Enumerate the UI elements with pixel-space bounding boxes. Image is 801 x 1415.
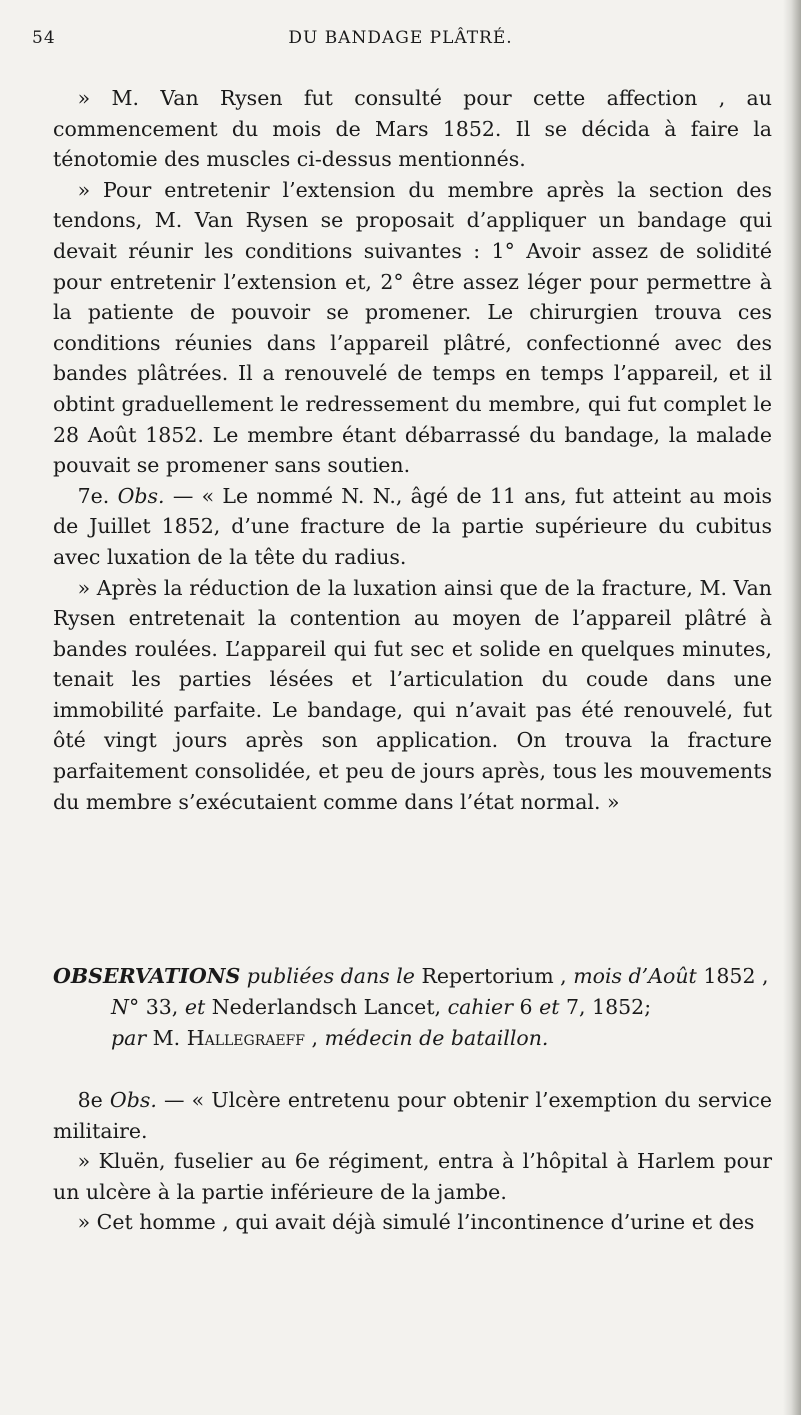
body-text-bottom xyxy=(53,1085,772,1238)
page-number: 54 xyxy=(32,28,56,48)
paragraph-van-rysen-consulted: » M. Van Rysen fut consulté pour cette affection , au commencement du mois de Mars 1852. Il se décida à faire la ténotomie des muscles ci-dessus mentionnés. xyxy=(53,86,772,172)
heading-observations: OBSERVATIONS xyxy=(53,964,241,988)
paragraph-kluen: » Kluën, fuselier au 6e régiment, entra à l’hôpital à Harlem pour un ulcère à la partie inférieure de la jambe. xyxy=(53,1149,772,1204)
heading-author: Hallegraeff xyxy=(186,1026,305,1050)
paragraph-cet-homme: » Cet homme , qui avait déjà simulé l’incontinence d’urine et des xyxy=(77,1210,755,1235)
heading-num-6: 6 xyxy=(513,995,540,1019)
heading-m: M. xyxy=(146,1026,187,1050)
running-title: DU BANDAGE PLÂTRÉ. xyxy=(288,28,513,48)
obs-8-text: — « Ulcère entretenu pour obtenir l’exemption du service militaire. xyxy=(53,1088,772,1143)
paragraph-obs-8 xyxy=(53,1085,772,1146)
heading-medecin: médecin de bataillon. xyxy=(324,1026,549,1050)
heading-comma: , xyxy=(305,1026,325,1050)
heading-publiees: publiées dans le xyxy=(240,964,422,988)
page-header xyxy=(32,28,769,58)
heading-repertorium: Repertorium , xyxy=(421,964,574,988)
heading-number: 33, xyxy=(139,995,185,1019)
heading-et-2: et xyxy=(539,995,560,1019)
heading-line-2 xyxy=(53,992,772,1023)
heading-line-3 xyxy=(53,1023,772,1054)
body-text-top xyxy=(53,83,772,817)
heading-no: N° xyxy=(111,995,140,1019)
obs-7-label: Obs. xyxy=(117,483,165,508)
obs-7-number: 7e. xyxy=(77,483,110,508)
obs-8-label: Obs. xyxy=(109,1088,157,1112)
obs-8-number: 8e xyxy=(77,1088,103,1112)
paragraph-extension: » Pour entretenir l’extension du membre après la section des tendons, M. Van Rysen se proposait d’appliquer un bandage qui devait réunir les conditions suivantes : 1° Avoir assez de solidité pour entretenir l’extension et, 2° être assez léger pour permettre à la patiente de pouvoir se promener. Le chirurgien trouva ces conditions réunies dans l’appareil plâtré, confectionné avec des bandes plâtrées. Il a renouvelé de temps en temps l’appareil, et il obtint graduellement le redressement du membre, qui fut complet le 28 Août 1852. Le membre étant débarrassé du bandage, la malade pouvait se promener sans soutien. xyxy=(53,177,772,478)
observations-heading xyxy=(53,961,772,1054)
paragraph-obs-7 xyxy=(53,481,772,573)
heading-line-1 xyxy=(53,961,772,992)
heading-et-1: et xyxy=(184,995,206,1019)
heading-year: 1852 , xyxy=(696,964,769,988)
heading-par: par xyxy=(111,1026,147,1050)
heading-num-7: 7, 1852; xyxy=(559,995,652,1019)
heading-cahier: cahier xyxy=(447,995,513,1019)
page-edge-shadow xyxy=(783,0,801,1415)
obs-7-text: — « Le nommé N. N., âgé de 11 ans, fut atteint au mois de Juillet 1852, d’une fracture de la partie supérieure du cubitus avec luxation de la tête du radius. xyxy=(53,483,772,569)
heading-mois-aout: mois d’Août xyxy=(573,964,697,988)
heading-nederlandsch: Nederlandsch Lancet, xyxy=(205,995,448,1019)
paragraph-reduction: » Après la réduction de la luxation ainsi que de la fracture, M. Van Rysen entretenait la contention au moyen de l’appareil plâtré à bandes roulées. L’appareil qui fut sec et solide en quelques minutes, tenait les parties lésées et l’articulation du coude dans une immobilité parfaite. Le bandage, qui n’avait pas été renouvelé, fut ôté vingt jours après son application. On trouva la fracture parfaitement consolidée, et peu de jours après, tous les mouvements du membre s’exécutaient comme dans l’état normal. » xyxy=(53,575,772,814)
